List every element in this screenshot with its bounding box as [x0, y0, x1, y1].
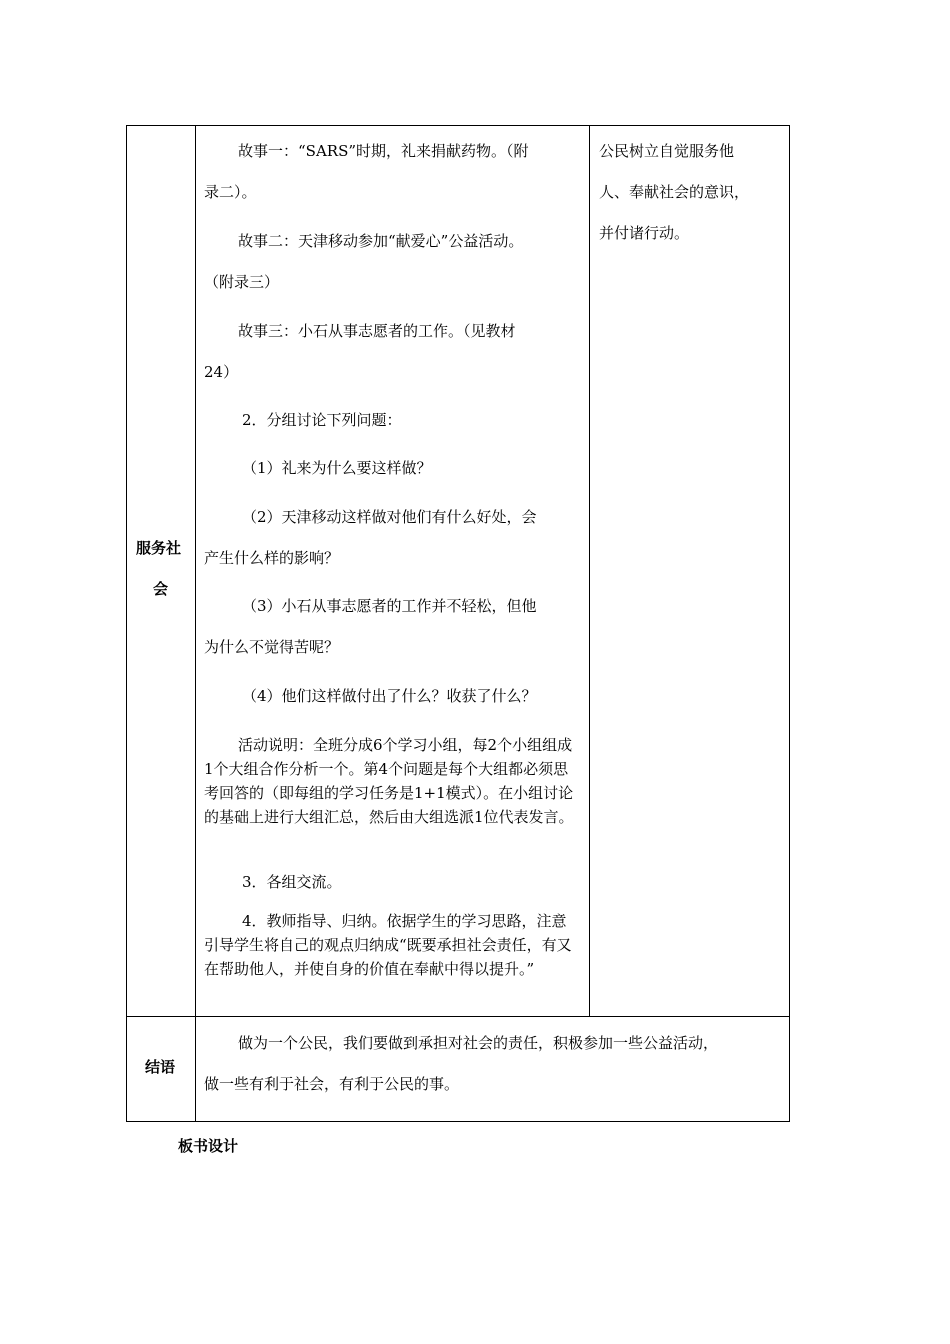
story2-line1: 故事二：天津移动参加“献爱心”公益活动。	[238, 232, 524, 250]
goal-line3: 并付诸行动。	[599, 224, 690, 242]
story1-line2: 录二）。	[204, 183, 257, 201]
story1-line1: 故事一：“SARS”时期，礼来捐献药物。（附	[238, 142, 529, 160]
row-label-service-line2: 会	[153, 580, 169, 598]
activity-note: 活动说明：全班分成6个学习小组，每2个小组组成1个大组合作分析一个。第4个问题是每个大组都必须思考回答的（即每组的学习任务是1+1模式）。在小组讨论的基础上进行大组汇总，然后由大组选派1位代表发言。	[204, 736, 574, 826]
question-4: （4）他们这样做付出了什么？收获了什么？	[242, 687, 537, 705]
conclusion-line1: 做为一个公民，我们要做到承担对社会的责任，积极参加一些公益活动，	[238, 1034, 719, 1052]
board-design-heading: 板书设计	[178, 1137, 239, 1155]
column-divider-right	[589, 125, 590, 1017]
row-divider	[126, 1016, 790, 1017]
conclusion-line2: 做一些有利于社会，有利于公民的事。	[204, 1075, 460, 1093]
row-label-conclusion: 结语	[145, 1058, 176, 1076]
step-3: 3．各组交流。	[242, 873, 342, 891]
question-2-line1: （2）天津移动这样做对他们有什么好处，会	[242, 508, 537, 526]
story2-line2: （附录三）	[204, 273, 280, 291]
goal-line1: 公民树立自觉服务他	[599, 142, 735, 160]
goal-line2: 人、奉献社会的意识，	[599, 183, 750, 201]
row-label-service-line1: 服务社	[136, 539, 182, 557]
step-2: 2．分组讨论下列问题：	[242, 411, 402, 429]
column-divider-left	[195, 125, 196, 1122]
question-1: （1）礼来为什么要这样做？	[242, 459, 432, 477]
question-3-line1: （3）小石从事志愿者的工作并不轻松，但他	[242, 597, 537, 615]
question-2-line2: 产生什么样的影响？	[204, 549, 340, 567]
question-3-line2: 为什么不觉得苦呢？	[204, 638, 340, 656]
step-4: 4．教师指导、归纳。依据学生的学习思路，注意引导学生将自己的观点归纳成“既要承担社会责任，有又在帮助他人，并使自身的价值在奉献中得以提升。”	[204, 912, 572, 978]
story3-line2: 24）	[204, 363, 239, 381]
story3-line1: 故事三：小石从事志愿者的工作。（见教材	[238, 322, 516, 340]
